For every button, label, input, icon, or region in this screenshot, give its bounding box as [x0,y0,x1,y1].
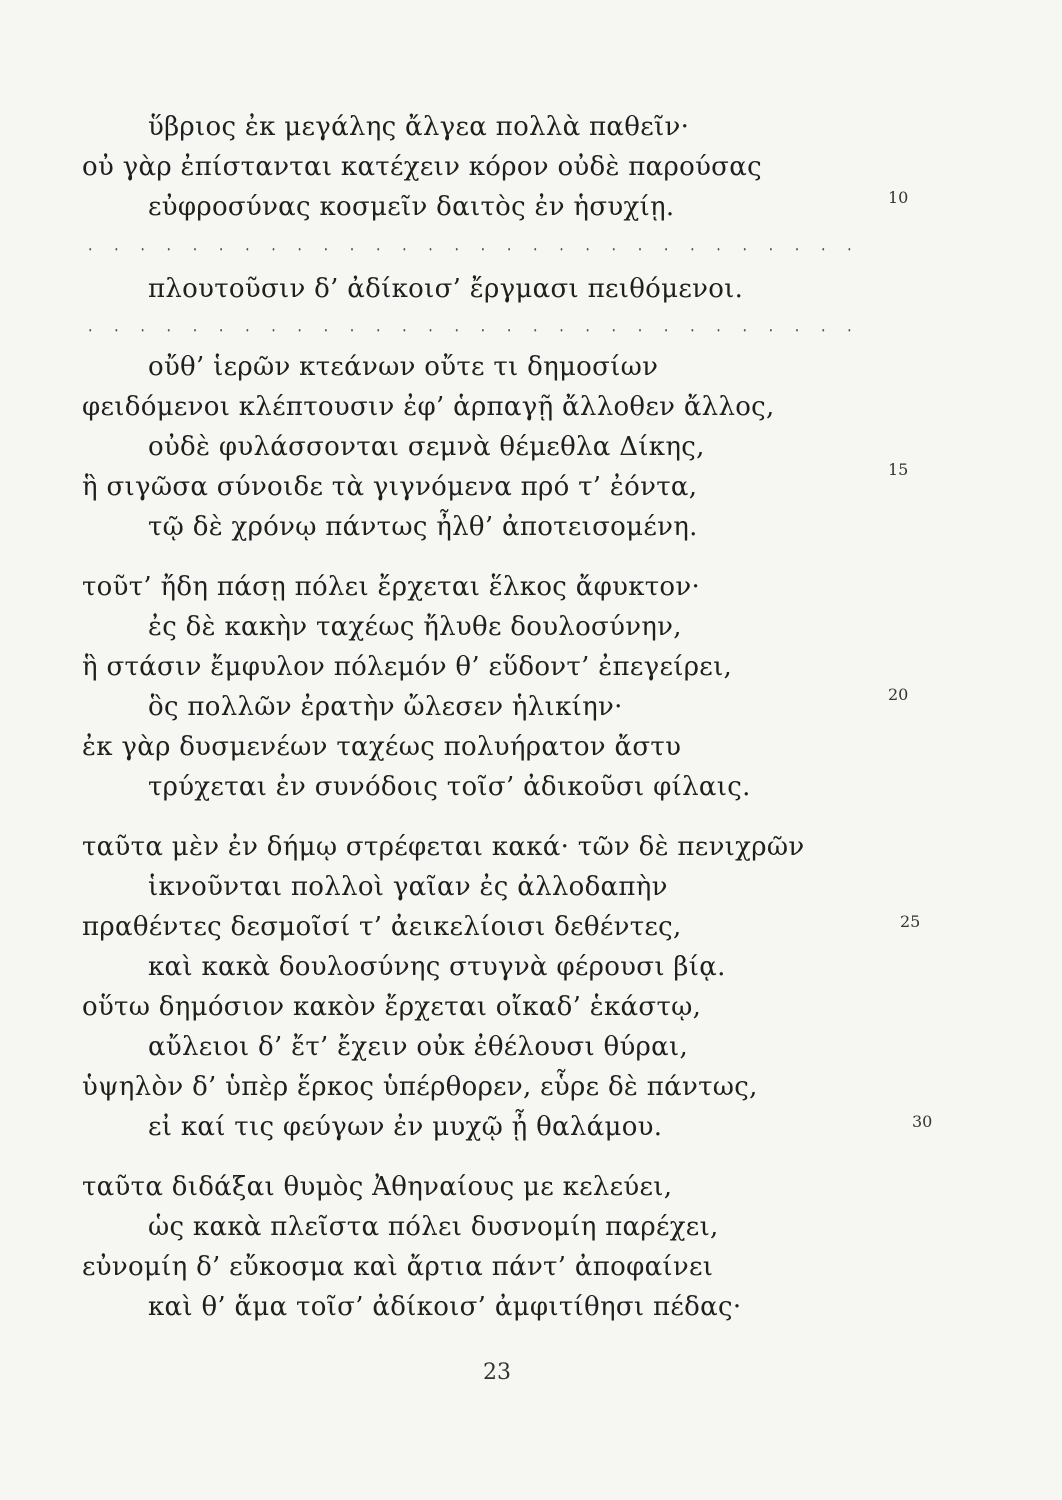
lacuna-dots: · · · · · · · · · · · · · · · · · · · · · · · · · · · · · · [88,237,861,261]
verse-line: εὐνομίη δ’ εὔκοσμα καὶ ἄρτια πάντ’ ἀποφαίνει [82,1252,714,1282]
verse-line: καὶ κακὰ δουλοσύνης στυγνὰ φέρουσι βίᾳ. [148,952,726,982]
verse-line: ἐς δὲ κακὴν ταχέως ἤλυθε δουλοσύνην, [148,612,682,642]
line-number: 30 [912,1112,933,1131]
verse-line: καὶ θ’ ἅμα τοῖσ’ ἀδίκοισ’ ἀμφιτίθησι πέδας· [148,1292,742,1322]
verse-line: αὔλειοι δ’ ἔτ’ ἔχειν οὐκ ἐθέλουσι θύραι, [148,1032,689,1062]
verse-line: εἰ καί τις φεύγων ἐν μυχῷ ᾖ θαλάμου. [148,1112,663,1142]
verse-line: ταῦτα μὲν ἐν δήμῳ στρέφεται κακά· τῶν δὲ πενιχρῶν [82,832,805,862]
verse-line: οὕτω δημόσιον κακὸν ἔρχεται οἴκαδ’ ἑκάστῳ, [82,992,702,1022]
verse-line: πλουτοῦσιν δ’ ἀδίκοισ’ ἔργμασι πειθόμενοι. [148,274,744,304]
verse-line: ὡς κακὰ πλεῖστα πόλει δυσνομίη παρέχει, [148,1212,719,1242]
verse-line: ἣ στάσιν ἔμφυλον πόλεμόν θ’ εὕδοντ’ ἐπεγείρει, [82,652,733,682]
verse-line: εὐφροσύνας κοσμεῖν δαιτὸς ἐν ἡσυχίῃ. [148,192,675,222]
line-number: 20 [888,685,909,704]
verse-line: ἱκνοῦνται πολλοὶ γαῖαν ἐς ἀλλοδαπὴν [148,872,668,902]
verse-line: τῷ δὲ χρόνῳ πάντως ἦλθ’ ἀποτεισομένη. [148,512,698,542]
verse-line: ἣ σιγῶσα σύνοιδε τὰ γιγνόμενα πρό τ’ ἐόντα, [82,472,698,502]
line-number: 25 [900,912,921,931]
verse-line: οὐ γὰρ ἐπίστανται κατέχειν κόρον οὐδὲ παρούσας [82,152,762,182]
lacuna-dots: · · · · · · · · · · · · · · · · · · · · · · · · · · · · · · [88,318,861,342]
verse-line: πραθέντες δεσμοῖσί τ’ ἀεικελίοισι δεθέντες, [82,912,682,942]
verse-line: φειδόμενοι κλέπτουσιν ἐφ’ ἁρπαγῇ ἄλλοθεν ἄλλος, [82,392,775,422]
page-number: 23 [483,1360,511,1385]
verse-line: ὃς πολλῶν ἐρατὴν ὤλεσεν ἡλικίην· [148,692,623,722]
verse-line: ὑψηλὸν δ’ ὑπὲρ ἕρκος ὑπέρθορεν, εὗρε δὲ πάντως, [82,1072,758,1102]
verse-line: οὔθ’ ἱερῶν κτεάνων οὔτε τι δημοσίων [148,352,659,382]
verse-line: ὕβριος ἐκ μεγάλης ἄλγεα πολλὰ παθεῖν· [148,112,690,142]
line-number: 15 [888,460,909,479]
verse-line: οὐδὲ φυλάσσονται σεμνὰ θέμεθλα Δίκης, [148,432,705,462]
verse-line: ταῦτα διδάξαι θυμὸς Ἀθηναίους με κελεύει, [82,1172,673,1202]
line-number: 10 [888,188,909,207]
verse-line: τοῦτ’ ἤδη πάσῃ πόλει ἔρχεται ἕλκος ἄφυκτον· [82,572,701,602]
verse-line: ἐκ γὰρ δυσμενέων ταχέως πολυήρατον ἄστυ [82,732,682,762]
verse-line: τρύχεται ἐν συνόδοις τοῖσ’ ἀδικοῦσι φίλαις. [148,772,751,802]
